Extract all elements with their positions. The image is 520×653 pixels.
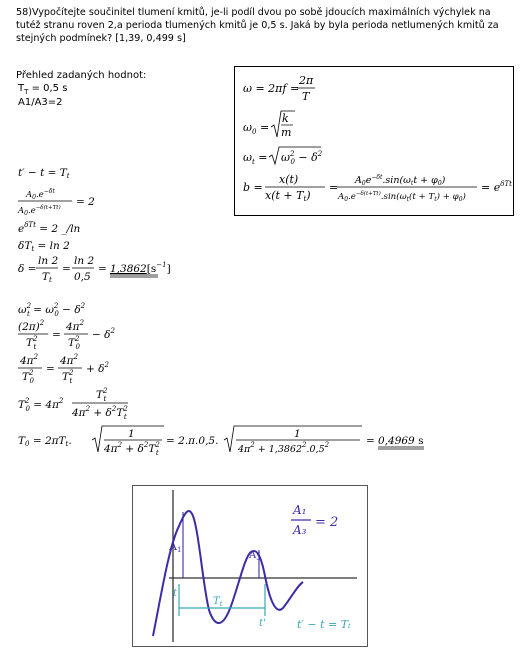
given-period-symbol: T	[18, 83, 25, 94]
omega0-m: m	[281, 126, 292, 139]
step-10-eq: = 2.π.0,5.	[166, 435, 219, 447]
step-6: $\omega^2$ $t = \omega^2$ $0 - \delta^2$	[18, 302, 86, 318]
step-5-ln: ln 2	[38, 255, 59, 267]
step-10-eq2: =	[366, 435, 375, 447]
given-period	[18, 83, 67, 96]
step-2-den: $A_0.e^{-\delta(t+Tt)}$	[18, 205, 61, 217]
step-4: δTt = ln 2	[18, 240, 70, 253]
b-result: = $e^{\delta Tt}$	[481, 180, 512, 194]
step-7-den: $T^2$ t	[26, 335, 38, 351]
b-den1: x(t + Tt)	[265, 189, 311, 203]
omegat-rad: $\omega^2$ $0 - \delta^2$	[281, 150, 323, 166]
omega-frac-num: 2π	[299, 74, 314, 87]
label-a3: $A_3$	[249, 550, 261, 562]
step-2-num: $A_0.e^{-\delta t}$	[26, 188, 55, 201]
step-10-result: 0,4969 s	[378, 435, 424, 447]
step-7-num: $(2\pi)^2$	[18, 319, 45, 333]
step-9-den: $4\pi^2 + \delta^2T^2$ t	[72, 405, 128, 421]
step-10-den2: $4\pi^2 + 1,3862^2.0,5^2$	[238, 441, 330, 455]
oscillation-figure	[132, 485, 368, 647]
step-8-den: $T^2$ 0	[22, 369, 34, 385]
b-eq: =	[329, 181, 339, 194]
ratio-den: A₃	[293, 523, 307, 537]
step-10-one2: 1	[294, 428, 301, 440]
step-10-lhs: T0 = 2πTt.	[18, 435, 72, 448]
step-10-rest-svg	[162, 420, 512, 460]
step-5-eq1: =	[62, 263, 71, 275]
step-7-4pi: $4\pi^2$	[66, 319, 85, 333]
step-7-minus: − $\delta^2$	[92, 327, 115, 341]
step-10-one: 1	[128, 428, 135, 440]
b-den2: $A_0.e^{-\delta(t+Tt)}.\sin(\omega_t(t + T_t) + \varphi_0)$	[338, 191, 466, 203]
omega-frac-den: T	[302, 90, 310, 103]
oscillation-figure-svg	[133, 486, 367, 646]
step-7-eq: =	[52, 329, 61, 341]
step-10-den: $4\pi^2 + \delta^2T^2$ t	[104, 441, 160, 457]
step-5-result: $1,3862[s^{-1}]$	[110, 261, 171, 275]
step-1: t′ − t = Tt	[18, 167, 70, 180]
step-5-ln2: ln 2	[74, 255, 95, 267]
label-tprime: t'	[259, 618, 266, 629]
step-9-num: $T^2$ t	[96, 387, 108, 403]
omegat-def: $\omega_t$ =	[243, 151, 268, 166]
step-2-eq: = 2	[76, 196, 95, 208]
step-5-eq2: =	[98, 263, 107, 275]
task-text: 58)Vypočítejte součinitel tlumení kmitů, je-li podíl dvou po sobě jdoucích maximálních výchylek na tutéž stranu roven 2,a perioda tlumených kmitů je 0,5 s. Jaká by byla perioda netlumených kmitů za stejných podmínek? [1,39, 0,499 s]	[16, 7, 499, 44]
given-title: Přehled zadaných hodnot:	[16, 70, 147, 81]
damped-wave	[153, 511, 303, 636]
label-a1: A1	[169, 540, 182, 554]
step-8-4pi: $4\pi^2$	[60, 353, 79, 367]
step-5-05: 0,5	[74, 271, 91, 283]
b-def: b =	[243, 181, 263, 194]
step-9-lhs: $T^2$ $0 = 4\pi^2$	[18, 397, 64, 413]
step-8-num: $4\pi^2$	[20, 353, 39, 367]
step-3: $e^{\delta Tt} = 2$ _/ln	[18, 221, 81, 235]
figure-caption: t′ − t = Tₜ	[297, 618, 351, 631]
solution-svg	[14, 160, 314, 460]
omega0-def: $\omega_0$ =	[243, 121, 270, 136]
ratio-value: = 2	[315, 515, 339, 530]
step-8-eq: =	[46, 363, 55, 375]
given-period-value: = 0,5 s	[28, 83, 68, 94]
label-tt: $T_t$	[213, 596, 223, 608]
step-7-t0: $T^2$ 0	[68, 335, 80, 351]
step-5-delta: δ =	[18, 263, 37, 275]
ratio-num: A₁	[293, 503, 307, 517]
omega-def: ω = 2πf =	[243, 82, 300, 95]
given-ratio: A1/A3=2	[18, 97, 63, 108]
given-period-sub: T	[24, 88, 29, 96]
omega0-k: k	[282, 112, 289, 125]
b-num1: x(t)	[279, 173, 299, 186]
b-num2: $A_0e^{-\delta t}.\sin(\omega_tt + \varphi_0)$	[355, 174, 446, 187]
step-5-tt: Tt	[42, 271, 52, 284]
label-t: t	[173, 588, 178, 599]
step-8-tt: $T^2$ t	[62, 369, 74, 385]
step-8-plus: + $\delta^2$	[86, 361, 109, 375]
